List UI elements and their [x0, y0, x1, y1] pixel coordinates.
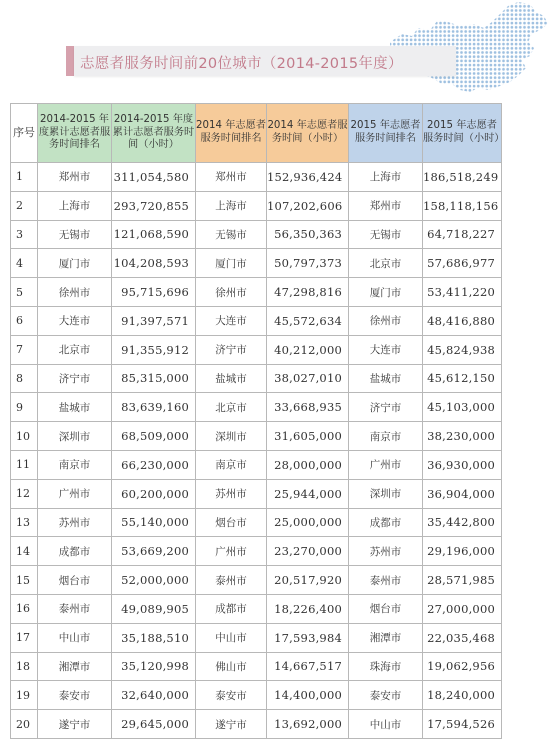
- cell-2014-city: 上海市: [196, 191, 267, 220]
- cell-total-hours: 35,120,998: [112, 652, 196, 681]
- table-row: [11, 652, 502, 681]
- cell-2015-hours: 19,062,956: [423, 652, 502, 681]
- cell-2014-hours: 47,298,816: [267, 278, 349, 307]
- table-row: [11, 594, 502, 623]
- table-row: [11, 450, 502, 479]
- cell-2014-city: 无锡市: [196, 220, 267, 249]
- cell-total-hours: 68,509,000: [112, 422, 196, 451]
- cell-index: 20: [11, 710, 38, 739]
- table-row: [11, 422, 502, 451]
- cell-2015-city: 泰州市: [349, 566, 423, 595]
- table-row: [11, 623, 502, 652]
- cell-total-hours: 121,068,590: [112, 220, 196, 249]
- cell-2015-city: 烟台市: [349, 594, 423, 623]
- cell-total-hours: 60,200,000: [112, 479, 196, 508]
- table-row: [11, 191, 502, 220]
- cell-2014-city: 大连市: [196, 306, 267, 335]
- cell-2015-hours: 18,240,000: [423, 681, 502, 710]
- table-row: [11, 364, 502, 393]
- cell-total-city: 南京市: [38, 450, 112, 479]
- header-2014-rank: 2014 年志愿者服务时间排名: [196, 104, 267, 163]
- cell-total-hours: 311,054,580: [112, 163, 196, 192]
- cell-index: 5: [11, 278, 38, 307]
- cell-2014-city: 南京市: [196, 450, 267, 479]
- cell-2014-city: 济宁市: [196, 335, 267, 364]
- header-2015-rank: 2015 年志愿者服务时间排名: [349, 104, 423, 163]
- cell-2015-city: 无锡市: [349, 220, 423, 249]
- cell-index: 19: [11, 681, 38, 710]
- cell-2015-hours: 64,718,227: [423, 220, 502, 249]
- table-row: [11, 508, 502, 537]
- cell-2015-city: 湘潭市: [349, 623, 423, 652]
- cell-total-hours: 91,397,571: [112, 306, 196, 335]
- cell-2015-hours: 158,118,156: [423, 191, 502, 220]
- table-row: [11, 249, 502, 278]
- table-row: [11, 681, 502, 710]
- table-row: [11, 479, 502, 508]
- cell-total-city: 郑州市: [38, 163, 112, 192]
- cell-2014-hours: 25,000,000: [267, 508, 349, 537]
- cell-2015-city: 深圳市: [349, 479, 423, 508]
- cell-total-city: 广州市: [38, 479, 112, 508]
- cell-total-hours: 95,715,696: [112, 278, 196, 307]
- cell-2014-city: 泰安市: [196, 681, 267, 710]
- cell-2014-city: 郑州市: [196, 163, 267, 192]
- cell-index: 4: [11, 249, 38, 278]
- cell-2014-hours: 17,593,984: [267, 623, 349, 652]
- cell-2015-city: 郑州市: [349, 191, 423, 220]
- header-2014-hours: 2014 年志愿者服务时间（小时）: [267, 104, 349, 163]
- header-index: 序号: [11, 104, 38, 163]
- cell-2015-city: 北京市: [349, 249, 423, 278]
- cell-index: 11: [11, 450, 38, 479]
- cell-total-hours: 52,000,000: [112, 566, 196, 595]
- cell-total-city: 徐州市: [38, 278, 112, 307]
- cell-2015-city: 盐城市: [349, 364, 423, 393]
- cell-total-hours: 66,230,000: [112, 450, 196, 479]
- cell-2014-city: 徐州市: [196, 278, 267, 307]
- cell-index: 13: [11, 508, 38, 537]
- cell-total-hours: 53,669,200: [112, 537, 196, 566]
- cell-2015-hours: 29,196,000: [423, 537, 502, 566]
- cell-2015-city: 南京市: [349, 422, 423, 451]
- cell-2015-hours: 27,000,000: [423, 594, 502, 623]
- cell-2015-city: 徐州市: [349, 306, 423, 335]
- cell-2014-hours: 25,944,000: [267, 479, 349, 508]
- cell-2014-city: 遂宁市: [196, 710, 267, 739]
- cell-2015-hours: 36,930,000: [423, 450, 502, 479]
- cell-index: 12: [11, 479, 38, 508]
- cell-2014-hours: 45,572,634: [267, 306, 349, 335]
- cell-2014-hours: 28,000,000: [267, 450, 349, 479]
- cell-2014-city: 广州市: [196, 537, 267, 566]
- cell-total-hours: 29,645,000: [112, 710, 196, 739]
- cell-2014-city: 成都市: [196, 594, 267, 623]
- cell-total-hours: 293,720,855: [112, 191, 196, 220]
- cell-2015-hours: 53,411,220: [423, 278, 502, 307]
- cell-index: 9: [11, 393, 38, 422]
- table-row: [11, 393, 502, 422]
- cell-total-hours: 35,188,510: [112, 623, 196, 652]
- cell-2015-hours: 28,571,985: [423, 566, 502, 595]
- cell-total-city: 深圳市: [38, 422, 112, 451]
- cell-total-city: 遂宁市: [38, 710, 112, 739]
- cell-2014-city: 北京市: [196, 393, 267, 422]
- cell-total-city: 济宁市: [38, 364, 112, 393]
- cell-2015-city: 珠海市: [349, 652, 423, 681]
- cell-2015-hours: 45,612,150: [423, 364, 502, 393]
- cell-2015-hours: 48,416,880: [423, 306, 502, 335]
- cell-2015-hours: 57,686,977: [423, 249, 502, 278]
- cell-2014-hours: 152,936,424: [267, 163, 349, 192]
- cell-2014-hours: 14,400,000: [267, 681, 349, 710]
- cell-2014-hours: 18,226,400: [267, 594, 349, 623]
- cell-2014-city: 佛山市: [196, 652, 267, 681]
- header-total-rank: 2014-2015 年度累计志愿者服务时间排名: [38, 104, 112, 163]
- cell-total-hours: 83,639,160: [112, 393, 196, 422]
- cell-index: 16: [11, 594, 38, 623]
- cell-2015-hours: 17,594,526: [423, 710, 502, 739]
- cell-2015-city: 广州市: [349, 450, 423, 479]
- header-2015-hours: 2015 年志愿者服务时间（小时）: [423, 104, 502, 163]
- cell-2015-city: 苏州市: [349, 537, 423, 566]
- table-body: [11, 163, 502, 739]
- cell-2014-hours: 40,212,000: [267, 335, 349, 364]
- title-accent-bar: [66, 46, 74, 76]
- cell-2014-hours: 14,667,517: [267, 652, 349, 681]
- cell-2015-city: 济宁市: [349, 393, 423, 422]
- table-row: [11, 220, 502, 249]
- cell-2014-city: 泰州市: [196, 566, 267, 595]
- cell-2014-city: 深圳市: [196, 422, 267, 451]
- cell-2015-city: 上海市: [349, 163, 423, 192]
- table-row: [11, 566, 502, 595]
- cell-2015-hours: 22,035,468: [423, 623, 502, 652]
- cell-total-city: 中山市: [38, 623, 112, 652]
- cell-total-city: 北京市: [38, 335, 112, 364]
- cell-2014-hours: 13,692,000: [267, 710, 349, 739]
- cell-total-city: 厦门市: [38, 249, 112, 278]
- cell-total-city: 苏州市: [38, 508, 112, 537]
- cell-total-city: 上海市: [38, 191, 112, 220]
- cell-2014-city: 盐城市: [196, 364, 267, 393]
- table-row: [11, 306, 502, 335]
- cell-total-city: 大连市: [38, 306, 112, 335]
- cell-index: 10: [11, 422, 38, 451]
- cell-total-city: 泰安市: [38, 681, 112, 710]
- table-row: [11, 710, 502, 739]
- cell-total-hours: 32,640,000: [112, 681, 196, 710]
- cell-2015-hours: 45,103,000: [423, 393, 502, 422]
- cell-index: 18: [11, 652, 38, 681]
- table-header-row: [11, 104, 502, 163]
- cell-2014-hours: 107,202,606: [267, 191, 349, 220]
- cell-total-hours: 49,089,905: [112, 594, 196, 623]
- cell-index: 17: [11, 623, 38, 652]
- cell-total-city: 盐城市: [38, 393, 112, 422]
- cell-2015-city: 厦门市: [349, 278, 423, 307]
- cell-index: 7: [11, 335, 38, 364]
- cell-2015-hours: 45,824,938: [423, 335, 502, 364]
- cell-index: 8: [11, 364, 38, 393]
- cell-2015-city: 泰安市: [349, 681, 423, 710]
- cell-2015-hours: 38,230,000: [423, 422, 502, 451]
- cell-2014-hours: 50,797,373: [267, 249, 349, 278]
- cell-2014-hours: 31,605,000: [267, 422, 349, 451]
- table-row: [11, 163, 502, 192]
- cell-2014-city: 烟台市: [196, 508, 267, 537]
- cell-2015-hours: 36,904,000: [423, 479, 502, 508]
- cell-index: 15: [11, 566, 38, 595]
- cell-2015-hours: 35,442,800: [423, 508, 502, 537]
- cell-total-hours: 55,140,000: [112, 508, 196, 537]
- cell-index: 3: [11, 220, 38, 249]
- cell-total-city: 无锡市: [38, 220, 112, 249]
- cell-index: 14: [11, 537, 38, 566]
- cell-2014-city: 厦门市: [196, 249, 267, 278]
- cell-2014-hours: 33,668,935: [267, 393, 349, 422]
- cell-index: 6: [11, 306, 38, 335]
- cell-total-hours: 104,208,593: [112, 249, 196, 278]
- cell-2014-hours: 20,517,920: [267, 566, 349, 595]
- cell-total-city: 成都市: [38, 537, 112, 566]
- cell-index: 2: [11, 191, 38, 220]
- cell-2014-hours: 38,027,010: [267, 364, 349, 393]
- table-row: [11, 335, 502, 364]
- cell-2014-city: 苏州市: [196, 479, 267, 508]
- cell-2015-city: 成都市: [349, 508, 423, 537]
- cell-2014-hours: 23,270,000: [267, 537, 349, 566]
- cell-total-hours: 85,315,000: [112, 364, 196, 393]
- volunteer-hours-table: [10, 103, 505, 739]
- page-title: 志愿者服务时间前20位城市（2014-2015年度）: [80, 56, 403, 72]
- cell-total-city: 烟台市: [38, 566, 112, 595]
- table-row: [11, 537, 502, 566]
- table-row: [11, 278, 502, 307]
- cell-2014-city: 中山市: [196, 623, 267, 652]
- cell-2015-hours: 186,518,249: [423, 163, 502, 192]
- cell-2015-city: 中山市: [349, 710, 423, 739]
- cell-total-hours: 91,355,912: [112, 335, 196, 364]
- cell-index: 1: [11, 163, 38, 192]
- cell-2014-hours: 56,350,363: [267, 220, 349, 249]
- cell-total-city: 湘潭市: [38, 652, 112, 681]
- cell-2015-city: 大连市: [349, 335, 423, 364]
- cell-total-city: 泰州市: [38, 594, 112, 623]
- header-total-hours: 2014-2015 年度累计志愿者服务时间（小时）: [112, 104, 196, 163]
